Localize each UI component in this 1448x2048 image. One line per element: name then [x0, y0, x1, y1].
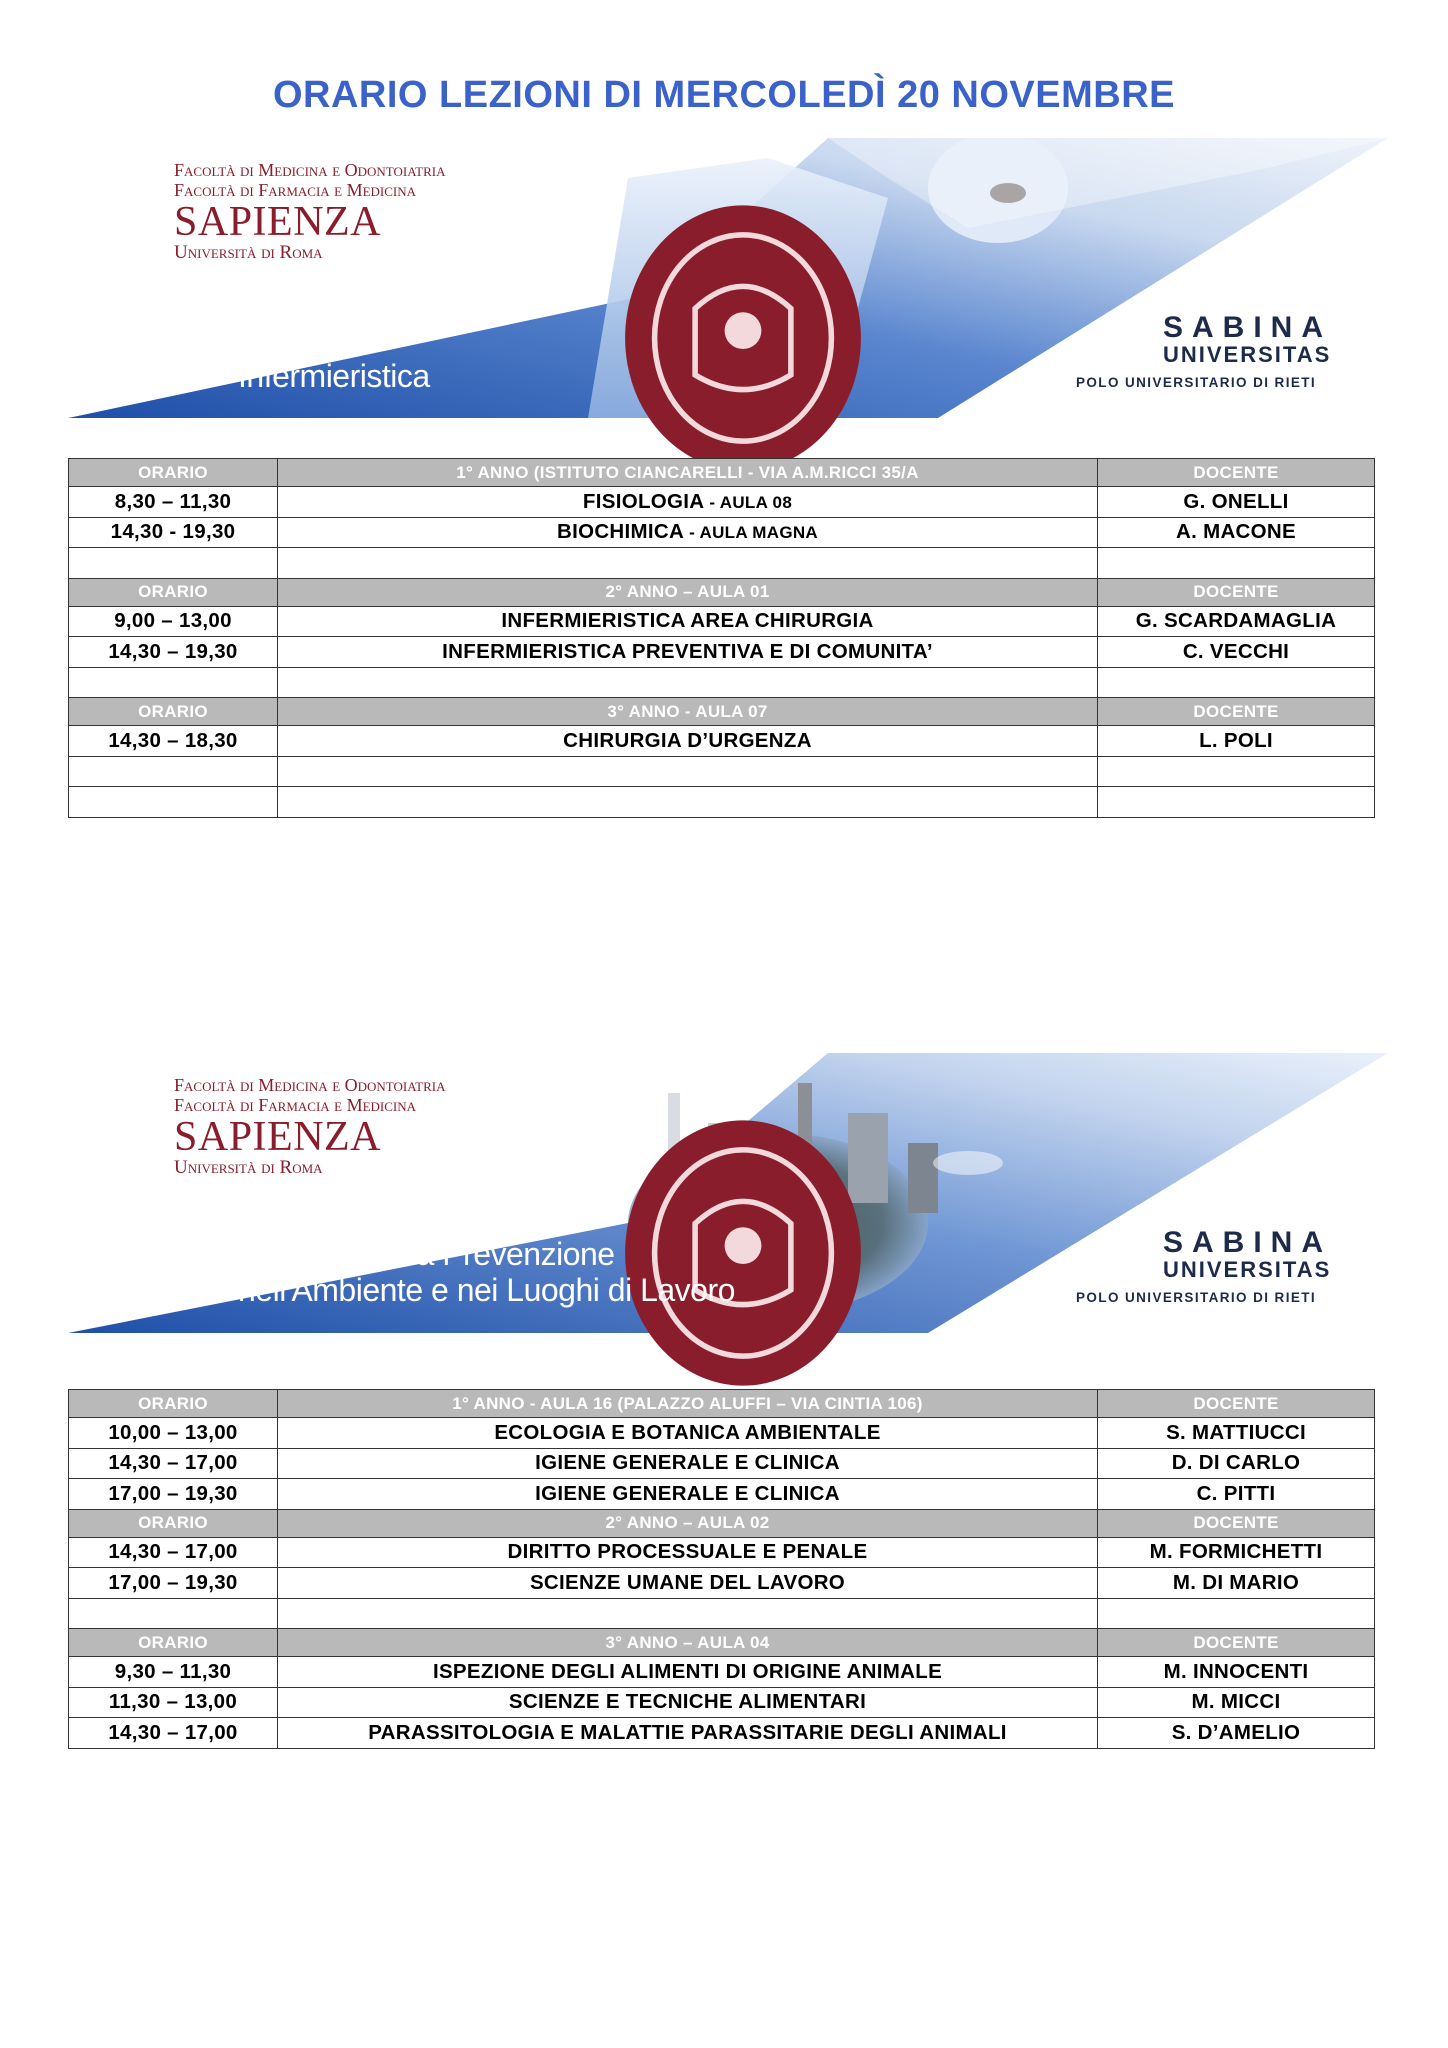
empty-row [69, 548, 1375, 579]
empty-cell [69, 667, 278, 698]
cell-teacher: A. MACONE [1098, 517, 1375, 548]
cell-subject: DIRITTO PROCESSUALE E PENALE [278, 1537, 1098, 1568]
banner-infermieristica [68, 138, 1388, 418]
faculty-line-1: Facoltà di Medicina e Odontoiatria [174, 1075, 446, 1095]
cell-teacher: M. FORMICHETTI [1098, 1537, 1375, 1568]
cell-time: 17,00 – 19,30 [69, 1568, 278, 1599]
empty-cell [278, 667, 1098, 698]
cell-subject [278, 517, 1098, 548]
cell-time: 14,30 – 17,00 [69, 1718, 278, 1749]
cell-teacher: G. SCARDAMAGLIA [1098, 606, 1375, 637]
cell-teacher: L. POLI [1098, 726, 1375, 757]
empty-cell [69, 756, 278, 787]
cell-teacher: C. VECCHI [1098, 637, 1375, 668]
empty-cell [278, 787, 1098, 818]
cell-subject: INFERMIERISTICA PREVENTIVA E DI COMUNITA’ [278, 637, 1098, 668]
empty-cell [278, 756, 1098, 787]
schedule-table-tecniche-prevenzione [68, 1389, 1375, 1749]
sapienza-name: SAPIENZA [174, 199, 382, 245]
empty-cell [278, 1598, 1098, 1629]
empty-cell [1098, 1598, 1375, 1629]
cell-teacher: S. D’AMELIO [1098, 1718, 1375, 1749]
sapienza-name: SAPIENZA [174, 1114, 382, 1160]
empty-cell [1098, 756, 1375, 787]
table-header-row [69, 459, 1375, 487]
university-name: Università di Roma [174, 1157, 323, 1178]
empty-cell [278, 548, 1098, 579]
empty-cell [1098, 787, 1375, 818]
cell-teacher: G. ONELLI [1098, 487, 1375, 518]
empty-cell [69, 548, 278, 579]
course-name-line-1: Tecniche della Prevenzione [238, 1236, 615, 1272]
table-row [69, 487, 1375, 518]
cell-time: 9,00 – 13,00 [69, 606, 278, 637]
header-year: 2° ANNO – AULA 01 [278, 578, 1098, 606]
schedule-table-infermieristica [68, 458, 1375, 818]
header-teacher: DOCENTE [1098, 578, 1375, 606]
cell-time: 14,30 – 17,00 [69, 1537, 278, 1568]
faculty-line-1: Facoltà di Medicina e Odontoiatria [174, 160, 446, 180]
cell-subject: INFERMIERISTICA AREA CHIRURGIA [278, 606, 1098, 637]
table-row [69, 637, 1375, 668]
header-teacher: DOCENTE [1098, 459, 1375, 487]
subject-text: BIOCHIMICA [556, 520, 685, 544]
table-header-row [69, 698, 1375, 726]
cell-time: 14,30 – 17,00 [69, 1448, 278, 1479]
cell-time: 14,30 – 19,30 [69, 637, 278, 668]
sabina-logo [1071, 313, 1381, 403]
header-year: 2° ANNO – AULA 02 [278, 1509, 1098, 1537]
table-header-row [69, 578, 1375, 606]
faculty-line-2: Facoltà di Farmacia e Medicina [174, 1095, 417, 1115]
cell-teacher: D. DI CARLO [1098, 1448, 1375, 1479]
cell-subject [278, 487, 1098, 518]
university-name: Università di Roma [174, 242, 323, 263]
cell-teacher: M. INNOCENTI [1098, 1657, 1375, 1688]
room-text: - AULA 08 [704, 492, 793, 512]
table-header-row [69, 1509, 1375, 1537]
header-year: 3° ANNO – AULA 04 [278, 1629, 1098, 1657]
empty-cell [69, 787, 278, 818]
cell-time: 17,00 – 19,30 [69, 1479, 278, 1510]
course-name-line-2: nell'Ambiente e nei Luoghi di Lavoro [238, 1272, 735, 1308]
header-time: ORARIO [69, 1629, 278, 1657]
empty-cell [1098, 667, 1375, 698]
header-teacher: DOCENTE [1098, 1390, 1375, 1418]
empty-row [69, 787, 1375, 818]
table-header-row [69, 1390, 1375, 1418]
cell-subject: ECOLOGIA E BOTANICA AMBIENTALE [278, 1418, 1098, 1449]
header-teacher: DOCENTE [1098, 698, 1375, 726]
table-row [69, 1718, 1375, 1749]
table-row [69, 1418, 1375, 1449]
empty-cell [1098, 548, 1375, 579]
cell-subject: CHIRURGIA D’URGENZA [278, 726, 1098, 757]
sabina-polo: POLO UNIVERSITARIO DI RIETI [1076, 375, 1317, 390]
banner-tecniche-prevenzione [68, 1053, 1388, 1333]
table-row [69, 517, 1375, 548]
header-teacher: DOCENTE [1098, 1509, 1375, 1537]
cell-subject: PARASSITOLOGIA E MALATTIE PARASSITARIE DEGLI ANIMALI [278, 1718, 1098, 1749]
table-row [69, 1448, 1375, 1479]
subject-text: FISIOLOGIA [582, 489, 705, 513]
faculty-lines [174, 1075, 446, 1115]
cell-teacher: C. PITTI [1098, 1479, 1375, 1510]
cell-time: 8,30 – 11,30 [69, 487, 278, 518]
cell-time: 9,30 – 11,30 [69, 1657, 278, 1688]
cell-time: 14,30 - 19,30 [69, 517, 278, 548]
sabina-name: SABINA [1163, 311, 1333, 344]
header-teacher: DOCENTE [1098, 1629, 1375, 1657]
course-name [238, 358, 430, 394]
table-row [69, 726, 1375, 757]
table-row [69, 1479, 1375, 1510]
header-time: ORARIO [69, 698, 278, 726]
room-text: - AULA MAGNA [684, 523, 819, 543]
header-year: 3° ANNO - AULA 07 [278, 698, 1098, 726]
course-name [238, 1236, 735, 1308]
sabina-sub: UNIVERSITAS [1163, 1257, 1332, 1282]
page-title: ORARIO LEZIONI DI MERCOLEDÌ 20 NOVEMBRE [272, 74, 1176, 116]
header-time: ORARIO [69, 459, 278, 487]
header-year: 1° ANNO - AULA 16 (PALAZZO ALUFFI – VIA CINTIA 106) [278, 1390, 1098, 1418]
cell-time: 11,30 – 13,00 [69, 1687, 278, 1718]
cell-teacher: M. MICCI [1098, 1687, 1375, 1718]
empty-row [69, 1598, 1375, 1629]
table-row [69, 1568, 1375, 1599]
sabina-logo [1071, 1228, 1381, 1318]
sabina-polo: POLO UNIVERSITARIO DI RIETI [1076, 1290, 1317, 1305]
sabina-name: SABINA [1163, 1226, 1333, 1259]
empty-row [69, 667, 1375, 698]
faculty-line-2: Facoltà di Farmacia e Medicina [174, 180, 417, 200]
empty-row [69, 756, 1375, 787]
header-time: ORARIO [69, 578, 278, 606]
empty-cell [69, 1598, 278, 1629]
cell-subject: IGIENE GENERALE E CLINICA [278, 1479, 1098, 1510]
cell-teacher: S. MATTIUCCI [1098, 1418, 1375, 1449]
table-row [69, 1657, 1375, 1688]
header-time: ORARIO [69, 1509, 278, 1537]
table-header-row [69, 1629, 1375, 1657]
cell-teacher: M. DI MARIO [1098, 1568, 1375, 1599]
cell-subject: ISPEZIONE DEGLI ALIMENTI DI ORIGINE ANIMALE [278, 1657, 1098, 1688]
header-time: ORARIO [69, 1390, 278, 1418]
table-row [69, 606, 1375, 637]
table-row [69, 1537, 1375, 1568]
sabina-sub: UNIVERSITAS [1163, 342, 1332, 367]
faculty-lines [174, 160, 446, 200]
course-name-line-1: Infermieristica [238, 358, 430, 394]
cell-subject: SCIENZE UMANE DEL LAVORO [278, 1568, 1098, 1599]
table-row [69, 1687, 1375, 1718]
cell-time: 10,00 – 13,00 [69, 1418, 278, 1449]
header-year: 1° ANNO (ISTITUTO CIANCARELLI - VIA A.M.RICCI 35/A [278, 459, 1098, 487]
cell-time: 14,30 – 18,30 [69, 726, 278, 757]
cell-subject: SCIENZE E TECNICHE ALIMENTARI [278, 1687, 1098, 1718]
cell-subject: IGIENE GENERALE E CLINICA [278, 1448, 1098, 1479]
